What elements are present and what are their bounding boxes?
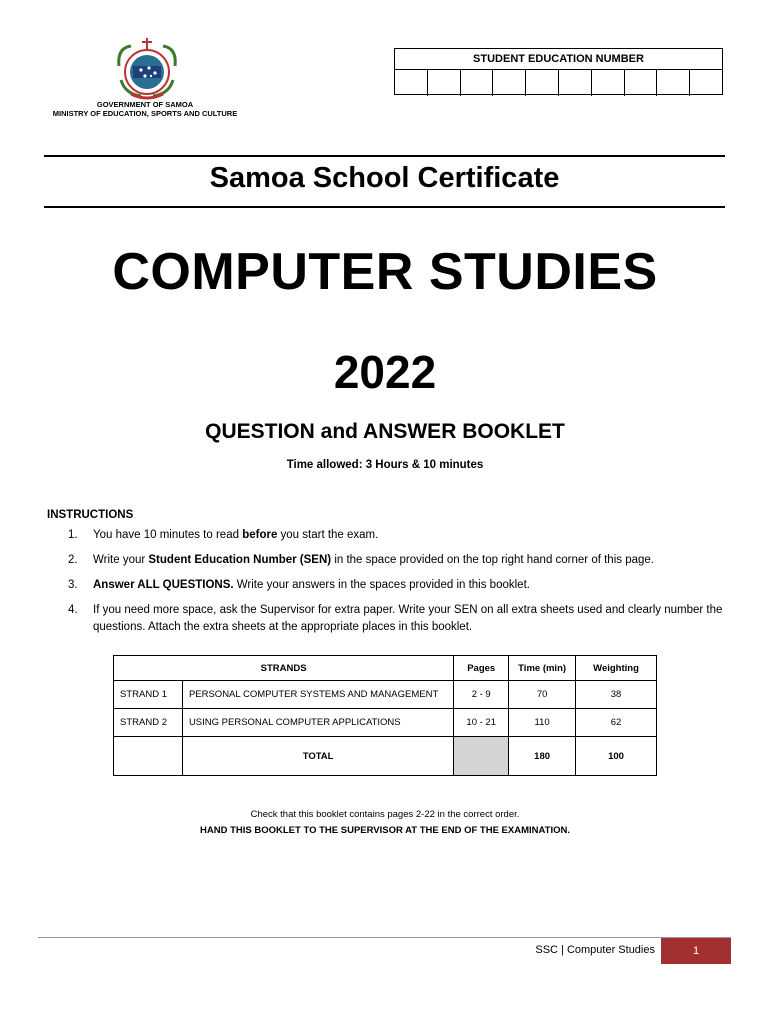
sen-cell[interactable]	[428, 70, 461, 96]
sen-cell[interactable]	[493, 70, 526, 96]
instruction-emphasis: Student Education Number (SEN)	[148, 554, 332, 566]
instruction-text: you start the exam.	[277, 529, 379, 541]
strand-name: PERSONAL COMPUTER SYSTEMS AND MANAGEMENT	[182, 681, 453, 709]
sen-cell[interactable]	[625, 70, 658, 96]
footer-divider	[38, 937, 731, 938]
page-number: 1	[661, 938, 731, 964]
instructions-heading: INSTRUCTIONS	[47, 509, 134, 521]
instruction-text: in the space provided on the top right hand corner of this page.	[331, 554, 654, 566]
bottom-divider	[44, 206, 725, 208]
footer-label: SSC | Computer Studies	[535, 944, 655, 956]
strand-time: 70	[509, 681, 576, 709]
sen-cell[interactable]	[657, 70, 690, 96]
instruction-number: 1.	[68, 529, 78, 541]
table-header-row	[114, 656, 657, 681]
instruction-number: 2.	[68, 554, 78, 566]
student-education-number-box	[394, 48, 723, 95]
exam-year: 2022	[333, 346, 437, 398]
table-row	[114, 681, 657, 709]
sen-cell[interactable]	[395, 70, 428, 96]
sen-cell[interactable]	[690, 70, 722, 96]
total-label: TOTAL	[182, 737, 453, 776]
header-strands: STRANDS	[114, 656, 454, 681]
page-check-note: Check that this booklet contains pages 2-22 in the correct order.	[250, 809, 520, 820]
sen-cell[interactable]	[592, 70, 625, 96]
instruction-item	[68, 577, 738, 594]
table-row	[114, 709, 657, 737]
booklet-title: QUESTION and ANSWER BOOKLET	[205, 420, 565, 443]
total-pages-shaded	[454, 737, 509, 776]
subject-title: COMPUTER STUDIES	[112, 243, 658, 301]
top-divider	[44, 155, 725, 157]
strand-name: USING PERSONAL COMPUTER APPLICATIONS	[182, 709, 453, 737]
strands-table	[113, 655, 657, 776]
strand-weighting: 38	[576, 681, 657, 709]
instruction-item	[68, 602, 738, 636]
strand-id: STRAND 2	[114, 709, 183, 737]
sen-title: STUDENT EDUCATION NUMBER	[395, 49, 722, 70]
total-weighting: 100	[576, 737, 657, 776]
instruction-number: 3.	[68, 579, 78, 591]
instruction-item	[68, 527, 738, 544]
government-heading	[30, 100, 260, 118]
header-time: Time (min)	[509, 656, 576, 681]
instructions-list	[68, 527, 738, 644]
instruction-emphasis: Answer ALL QUESTIONS.	[93, 579, 234, 591]
strand-time: 110	[509, 709, 576, 737]
instruction-text: If you need more space, ask the Supervisor for extra paper. Write your SEN on all extra sheets used and clearly number the questions. Attach the extra sheets at the appropriate places in this booklet.	[93, 604, 723, 633]
government-name: GOVERNMENT OF SAMOA	[96, 100, 194, 109]
total-blank-cell	[114, 737, 183, 776]
sen-cell[interactable]	[526, 70, 559, 96]
strand-weighting: 62	[576, 709, 657, 737]
sen-cells	[395, 70, 722, 96]
strand-pages: 10 - 21	[454, 709, 509, 737]
total-time: 180	[509, 737, 576, 776]
ministry-name: MINISTRY OF EDUCATION, SPORTS AND CULTURE	[52, 109, 238, 118]
table-total-row	[114, 737, 657, 776]
header-pages: Pages	[454, 656, 509, 681]
certificate-title: Samoa School Certificate	[209, 162, 560, 194]
sen-cell[interactable]	[559, 70, 592, 96]
instruction-number: 4.	[68, 604, 78, 616]
hand-in-note: HAND THIS BOOKLET TO THE SUPERVISOR AT THE END OF THE EXAMINATION.	[200, 825, 570, 836]
samoa-crest-logo	[111, 36, 183, 102]
sen-cell[interactable]	[461, 70, 494, 96]
instruction-text: Write your answers in the spaces provided in this booklet.	[233, 579, 530, 591]
strand-id: STRAND 1	[114, 681, 183, 709]
instruction-text: Write your	[93, 554, 149, 566]
header-weighting: Weighting	[576, 656, 657, 681]
strand-pages: 2 - 9	[454, 681, 509, 709]
instruction-emphasis: before	[242, 529, 278, 541]
time-allowed: Time allowed: 3 Hours & 10 minutes	[286, 459, 484, 471]
instruction-item	[68, 552, 738, 569]
instruction-text: You have 10 minutes to read	[93, 529, 243, 541]
